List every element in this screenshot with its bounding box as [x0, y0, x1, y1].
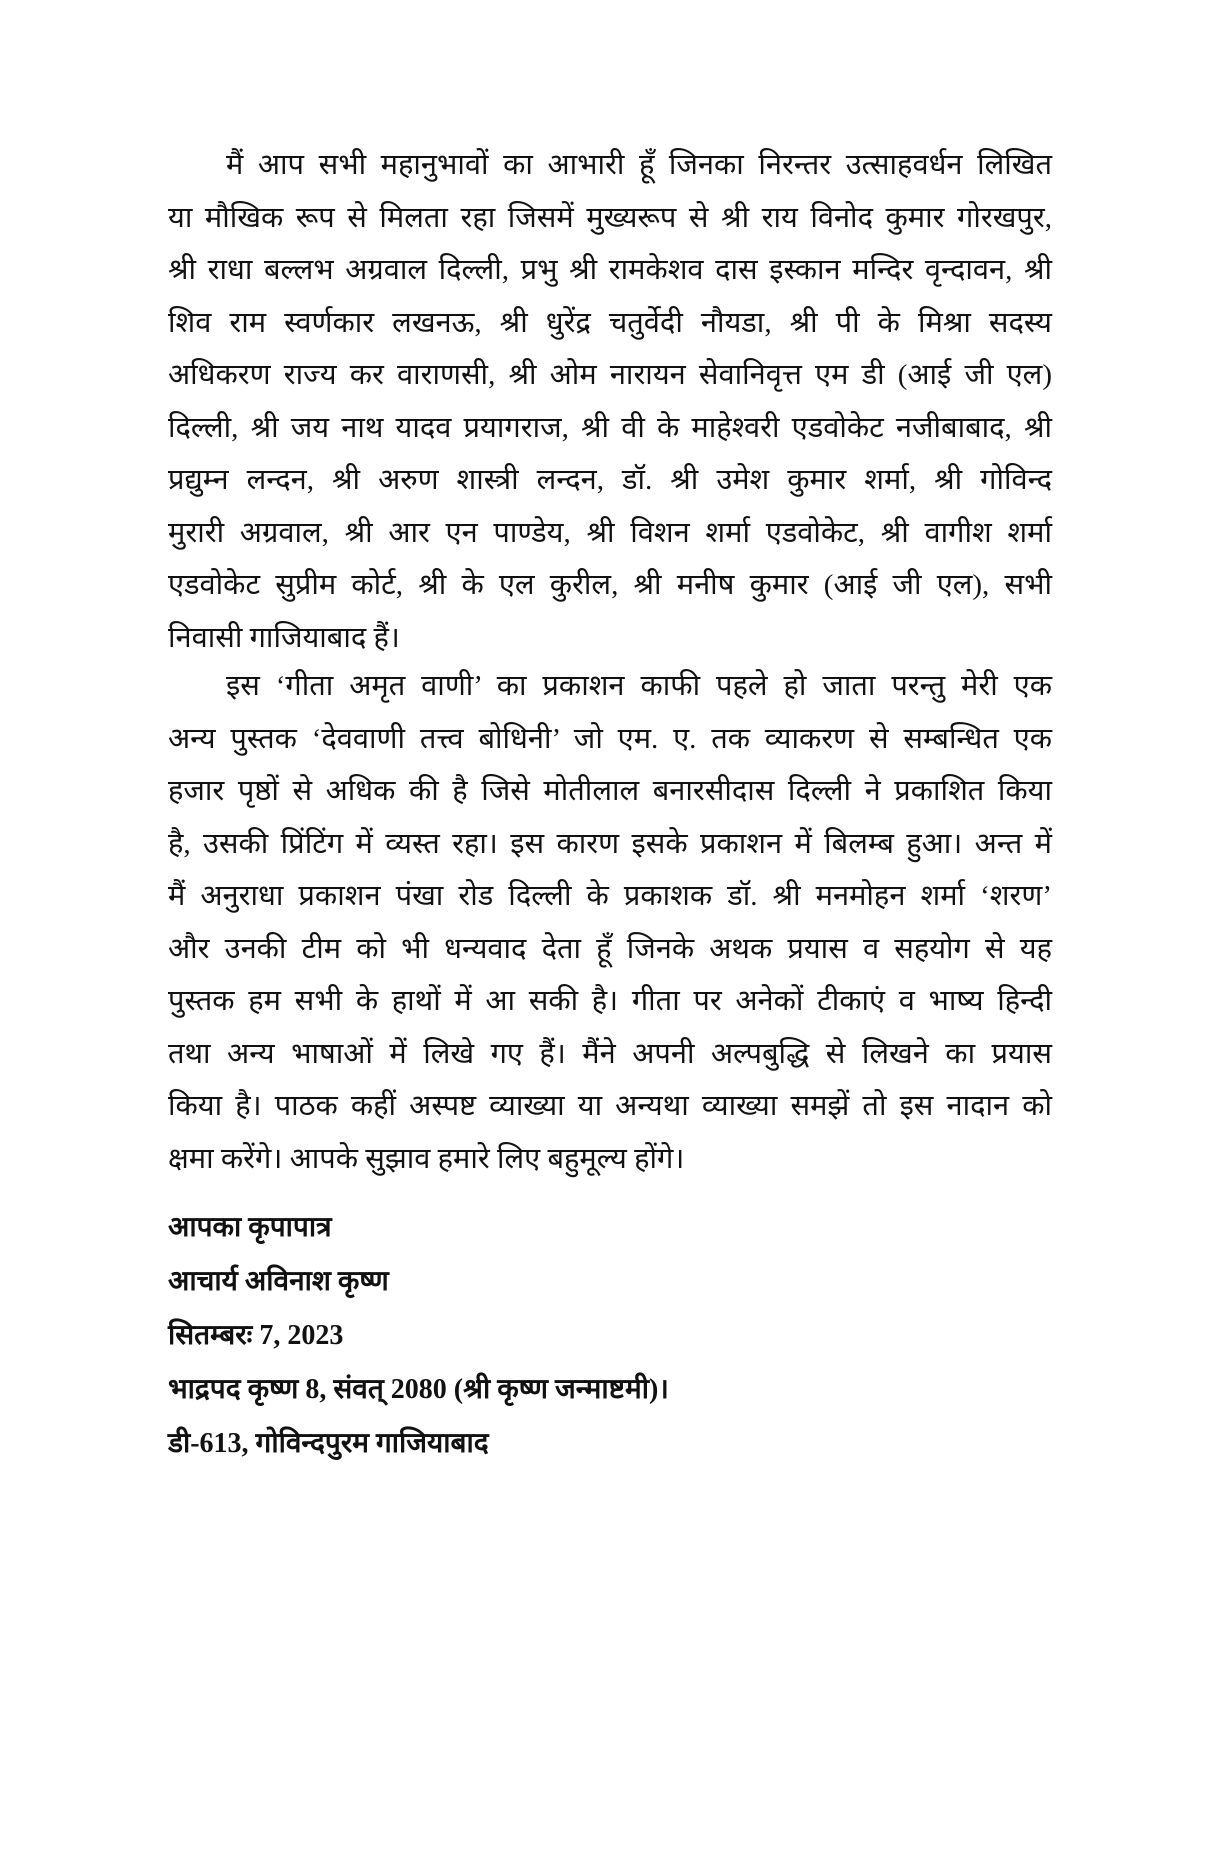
paragraph-2-line: है, उसकी प्रिंटिंग में व्यस्त रहा। इस कारण इसके प्रकाशन में बिलम्ब हुआ। अन्त में	[168, 827, 1052, 860]
paragraph-1-line: या मौखिक रूप से मिलता रहा जिसमें मुख्यरूप से श्री राय विनोद कुमार गोरखपुर,	[168, 201, 1052, 234]
paragraph-1-line: अधिकरण राज्य कर वाराणसी, श्री ओम नारायन सेवानिवृत्त एम डी (आई जी एल)	[168, 359, 1052, 391]
paragraph-1-line: प्रद्युम्न लन्दन, श्री अरुण शास्त्री लन्दन, डॉ. श्री उमेश कुमार शर्मा, श्री गोविन्द	[168, 464, 1052, 496]
paragraph-2-line: अन्य पुस्तक ‘देववाणी तत्त्व बोधिनी’ जो एम. ए. तक व्याकरण से सम्बन्धित एक	[168, 722, 1052, 755]
paragraph-2-line: तथा अन्य भाषाओं में लिखे गए हैं। मैंने अपनी अल्पबुद्धि से लिखने का प्रयास	[168, 1037, 1052, 1070]
paragraph-1-line: दिल्ली, श्री जय नाथ यादव प्रयागराज, श्री वी के माहेश्वरी एडवोकेट नजीबाबाद, श्री	[168, 411, 1052, 444]
paragraph-2-line: और उनकी टीम को भी धन्यवाद देता हूँ जिनके अथक प्रयास व सहयोग से यह	[168, 932, 1052, 965]
paragraph-1-line: निवासी गाजियाबाद हैं।	[168, 621, 400, 654]
paragraph-1-line: एडवोकेट सुप्रीम कोर्ट, श्री के एल कुरील, श्री मनीष कुमार (आई जी एल), सभी	[168, 569, 1052, 601]
paragraph-2-line: हजार पृष्ठों से अधिक की है जिसे मोतीलाल बनारसीदास दिल्ली ने प्रकाशित किया	[168, 775, 1052, 807]
paragraph-1-line: मुरारी अग्रवाल, श्री आर एन पाण्डेय, श्री विशन शर्मा एडवोकेट, श्री वागीश शर्मा	[168, 516, 1052, 549]
signature-line: आपका कृपापात्र	[168, 1212, 332, 1243]
signature-line: भाद्रपद कृष्ण 8, संवत् 2080 (श्री कृष्ण जन्माष्टमी)।	[168, 1374, 669, 1405]
paragraph-2-line: किया है। पाठक कहीं अस्पष्ट व्याख्या या अन्यथा व्याख्या समझें तो इस नादान को	[168, 1090, 1052, 1122]
signature-line: सितम्बरः 7, 2023	[168, 1320, 344, 1351]
paragraph-1-line: श्री राधा बल्लभ अग्रवाल दिल्ली, प्रभु श्री रामकेशव दास इस्कान मन्दिर वृन्दावन, श्री	[168, 254, 1052, 286]
paragraph-2-line: इस ‘गीता अमृत वाणी’ का प्रकाशन काफी पहले हो जाता परन्तु मेरी एक	[226, 670, 1052, 702]
paragraph-2-line: मैं अनुराधा प्रकाशन पंखा रोड दिल्ली के प्रकाशक डॉ. श्री मनमोहन शर्मा ‘शरण’	[168, 880, 1052, 912]
signature-line: आचार्य अविनाश कृष्ण	[168, 1266, 389, 1297]
paragraph-1-line: शिव राम स्वर्णकार लखनऊ, श्री धुरेंद्र चतुर्वेदी नौयडा, श्री पी के मिश्रा सदस्य	[168, 306, 1052, 339]
paragraph-1-line: मैं आप सभी महानुभावों का आभारी हूँ जिनका निरन्तर उत्साहवर्धन लिखित	[226, 149, 1052, 181]
signature-line: डी-613, गोविन्दपुरम गाजियाबाद	[168, 1428, 489, 1459]
paragraph-2-line: पुस्तक हम सभी के हाथों में आ सकी है। गीता पर अनेकों टीकाएं व भाष्य हिन्दी	[168, 985, 1052, 1017]
paragraph-2-line: क्षमा करेंगे। आपके सुझाव हमारे लिए बहुमूल्य होंगे।	[168, 1142, 685, 1175]
